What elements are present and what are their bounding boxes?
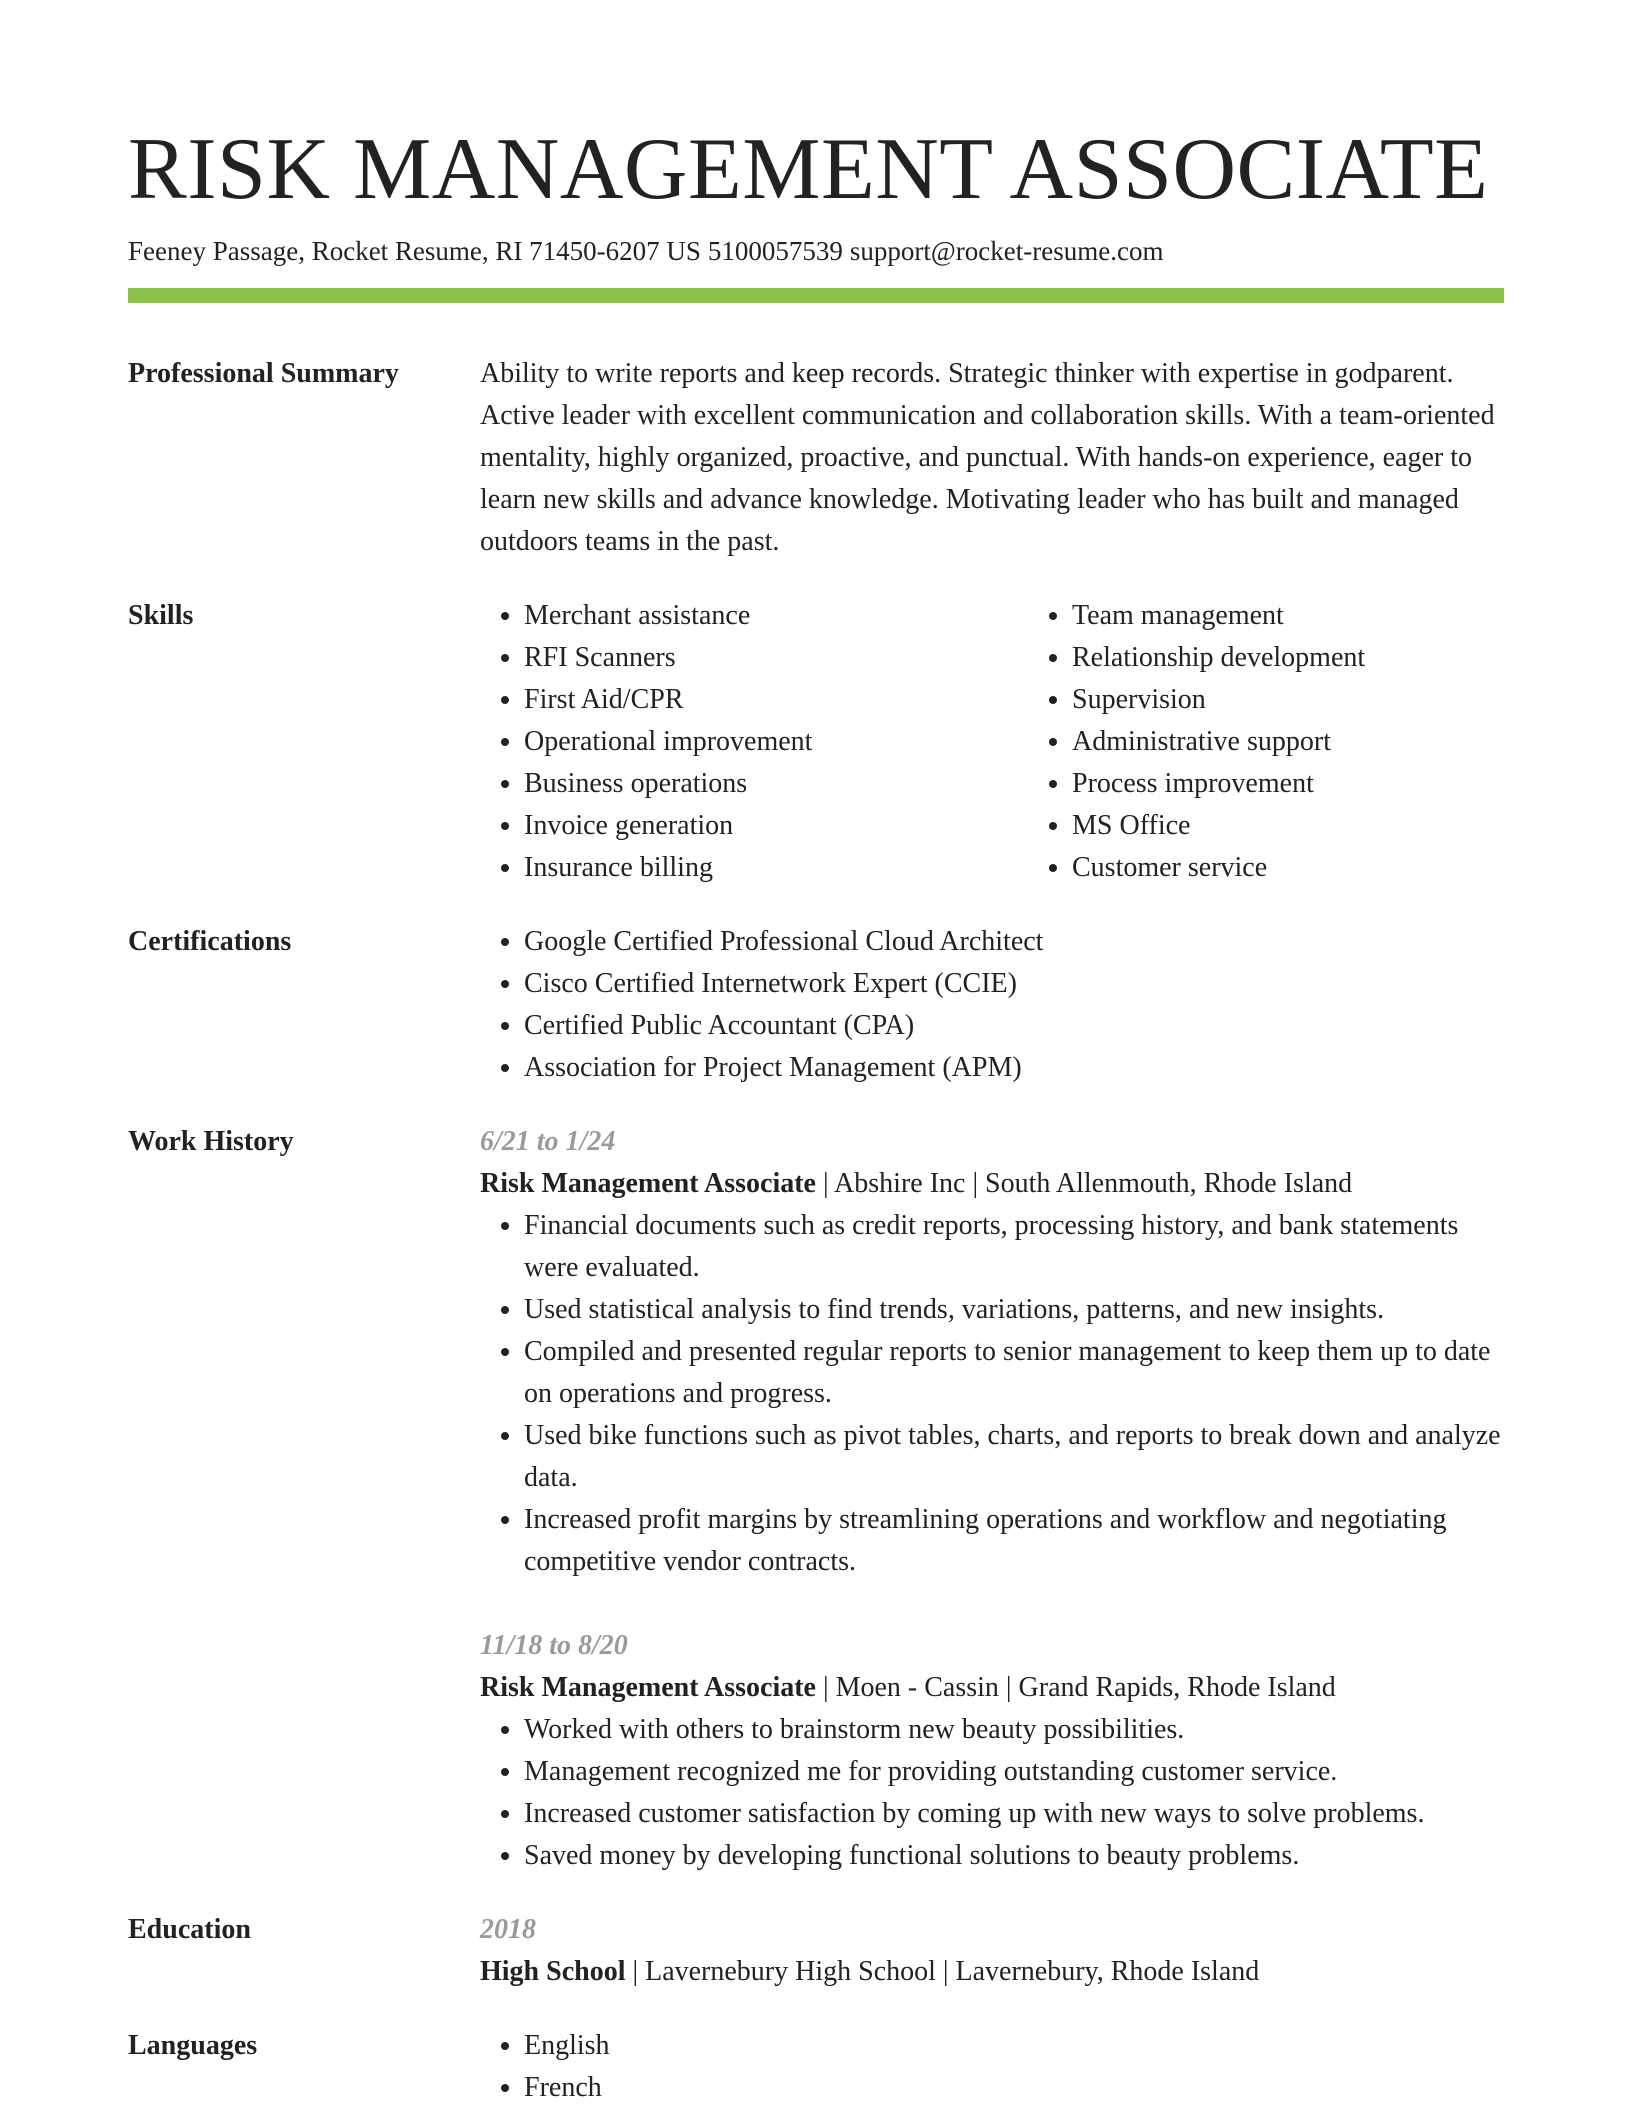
skills-list-right	[1028, 595, 1576, 889]
skills-list-left	[480, 595, 1028, 889]
languages-label: Languages	[128, 2030, 258, 2061]
job-details: | Moen - Cassin | Grand Rapids, Rhode Island	[815, 1672, 1336, 1703]
education-heading	[480, 1951, 1504, 1993]
work-history-label: Work History	[128, 1126, 294, 1157]
skill-item: • First Aid/CPR	[524, 679, 1028, 721]
languages-section	[128, 2025, 1504, 2109]
job-title: Risk Management Associate	[480, 1672, 816, 1703]
skill-item: • Operational improvement	[524, 721, 1028, 763]
resume-page	[128, 0, 1504, 2109]
language-item: • English	[524, 2025, 1504, 2067]
job-dates: 6/21 to 1/24	[480, 1126, 616, 1157]
skill-item: • Relationship development	[1072, 637, 1576, 679]
contact-phone: 5100057539	[707, 236, 843, 266]
certification-item: • Association for Project Management (APM)	[524, 1047, 1504, 1089]
skill-item: • Team management	[1072, 595, 1576, 637]
certifications-section	[128, 921, 1504, 1089]
certifications-list	[480, 921, 1504, 1089]
skill-item: • Customer service	[1072, 847, 1576, 889]
skill-item: • Business operations	[524, 763, 1028, 805]
job-bullets	[480, 1709, 1504, 1877]
summary-text: Ability to write reports and keep records. Strategic thinker with expertise in godparent. Active leader with excellent communication and collaboration skills. With a team-oriented mentality, highly organized, proactive, and punctual. With hands-on experience, eager to learn new skills and advance knowledge. Motivating leader who has built and managed outdoors teams in the past.	[480, 358, 1495, 557]
work-history-body	[480, 1121, 1504, 1877]
certifications-label: Certifications	[128, 926, 292, 957]
language-item: • French	[524, 2067, 1504, 2109]
education-section	[128, 1909, 1504, 1993]
skill-item: • MS Office	[1072, 805, 1576, 847]
skill-item: • Process improvement	[1072, 763, 1576, 805]
education-label: Education	[128, 1914, 251, 1945]
resume-title: RISK MANAGEMENT ASSOCIATE	[128, 121, 1489, 218]
work-history-section	[128, 1121, 1504, 1877]
skill-item: • Administrative support	[1072, 721, 1576, 763]
summary-section	[128, 353, 1504, 563]
skills-columns	[480, 595, 1576, 889]
contact-email: support@rocket-resume.com	[849, 236, 1164, 266]
skill-item: • RFI Scanners	[524, 637, 1028, 679]
job-heading	[480, 1163, 1504, 1205]
education-degree: High School	[480, 1956, 626, 1987]
job-bullet: • Financial documents such as credit reports, processing history, and bank statements were evaluated.	[524, 1205, 1504, 1289]
job-bullet: • Saved money by developing functional solutions to beauty problems.	[524, 1835, 1504, 1877]
job-dates: 11/18 to 8/20	[480, 1630, 628, 1661]
education-details: | Lavernebury High School | Lavernebury, Rhode Island	[625, 1956, 1260, 1987]
job-bullet: • Management recognized me for providing outstanding customer service.	[524, 1751, 1504, 1793]
job-bullet: • Used bike functions such as pivot tables, charts, and reports to break down and analyze data.	[524, 1415, 1504, 1499]
skills-label: Skills	[128, 600, 194, 631]
skill-item: • Merchant assistance	[524, 595, 1028, 637]
job-bullet: • Used statistical analysis to find trends, variations, patterns, and new insights.	[524, 1289, 1504, 1331]
certification-item: • Cisco Certified Internetwork Expert (CCIE)	[524, 963, 1504, 1005]
languages-body	[480, 2025, 1504, 2109]
job-title: Risk Management Associate	[480, 1168, 816, 1199]
education-body	[480, 1909, 1504, 1993]
job-bullet: • Worked with others to brainstorm new beauty possibilities.	[524, 1709, 1504, 1751]
skills-section	[128, 595, 1504, 889]
accent-divider	[128, 288, 1504, 303]
contact-line	[128, 234, 1504, 268]
skill-item: • Invoice generation	[524, 805, 1028, 847]
job-entry	[480, 1625, 1504, 1877]
job-bullet: • Compiled and presented regular reports to senior management to keep them up to date on operations and progress.	[524, 1331, 1504, 1415]
certification-item: • Google Certified Professional Cloud Architect	[524, 921, 1504, 963]
certification-item: • Certified Public Accountant (CPA)	[524, 1005, 1504, 1047]
job-bullet: • Increased profit margins by streamlining operations and workflow and negotiating competitive vendor contracts.	[524, 1499, 1504, 1583]
summary-label: Professional Summary	[128, 358, 399, 389]
job-bullets	[480, 1205, 1504, 1583]
job-entry	[480, 1121, 1504, 1583]
job-details: | Abshire Inc | South Allenmouth, Rhode Island	[815, 1168, 1353, 1199]
languages-list	[480, 2025, 1504, 2109]
job-bullet: • Increased customer satisfaction by coming up with new ways to solve problems.	[524, 1793, 1504, 1835]
contact-address: Feeney Passage, Rocket Resume, RI 71450-6207 US	[128, 236, 701, 266]
skill-item: • Insurance billing	[524, 847, 1028, 889]
certifications-body	[480, 921, 1504, 1089]
job-heading	[480, 1667, 1504, 1709]
skill-item: • Supervision	[1072, 679, 1576, 721]
education-year: 2018	[480, 1914, 536, 1945]
